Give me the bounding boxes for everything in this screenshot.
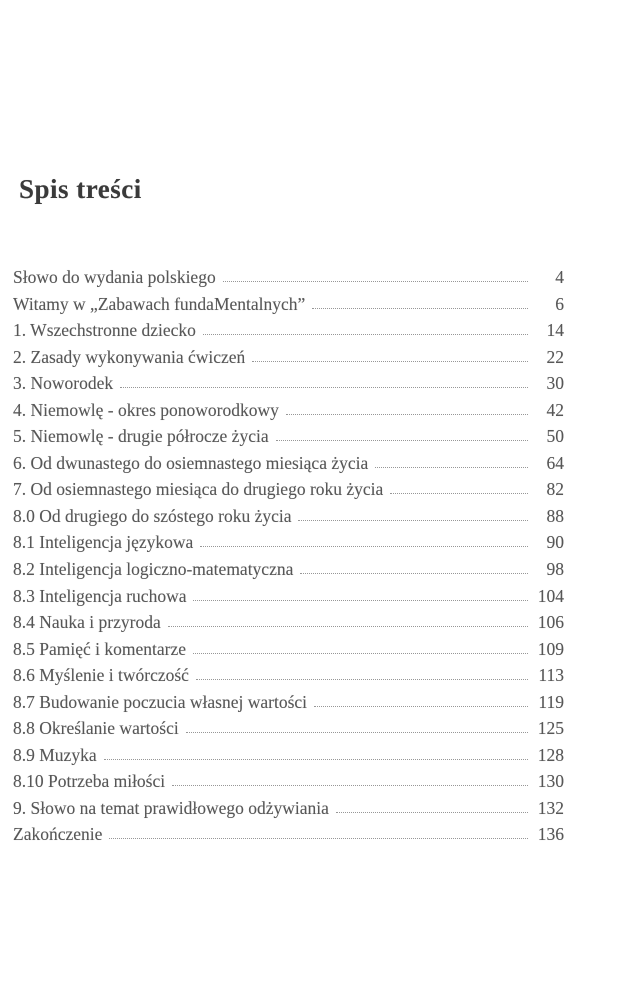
toc-entry — [13, 609, 564, 636]
toc-entry-label: 8.2 Inteligencja logiczno-matematyczna — [13, 559, 294, 580]
dotted-leader — [186, 732, 528, 733]
dotted-leader — [312, 308, 528, 309]
toc-entry — [13, 317, 564, 344]
toc-entry-page-number: 104 — [537, 585, 564, 606]
table-of-contents — [13, 264, 564, 848]
toc-entry — [13, 742, 564, 769]
toc-entry-page-number: 22 — [546, 346, 564, 367]
toc-entry-label: 7. Od osiemnastego miesiąca do drugiego roku życia — [13, 479, 384, 500]
toc-entry-label: 2. Zasady wykonywania ćwiczeń — [13, 346, 246, 367]
toc-entry-label: 8.7 Budowanie poczucia własnej wartości — [13, 691, 308, 712]
toc-entry-label: 4. Niemowlę - okres ponoworodkowy — [13, 399, 279, 420]
page-title: Spis treści — [19, 174, 142, 204]
dotted-leader — [286, 414, 528, 415]
toc-entry — [13, 768, 564, 795]
toc-entry — [13, 370, 564, 397]
toc-entry-page-number: 64 — [546, 452, 564, 473]
dotted-leader — [390, 493, 528, 494]
toc-entry — [13, 397, 564, 424]
toc-entry-label: 8.10 Potrzeba miłości — [13, 771, 166, 792]
toc-entry-label: 8.6 Myślenie i twórczość — [13, 665, 189, 686]
toc-entry-page-number: 113 — [538, 665, 564, 686]
dotted-leader — [193, 653, 528, 654]
dotted-leader — [252, 361, 528, 362]
toc-entry-page-number: 30 — [546, 373, 564, 394]
toc-entry — [13, 821, 564, 848]
dotted-leader — [109, 838, 528, 839]
toc-entry — [13, 795, 564, 822]
toc-entry-label: Słowo do wydania polskiego — [13, 267, 216, 287]
toc-entry-label: 3. Noworodek — [13, 373, 114, 394]
dotted-leader — [276, 440, 528, 441]
toc-entry-page-number: 90 — [546, 532, 564, 553]
dotted-leader — [314, 706, 528, 707]
toc-entry-page-number: 6 — [555, 293, 564, 314]
toc-entry-page-number: 106 — [537, 612, 564, 633]
toc-entry-page-number: 136 — [537, 824, 564, 845]
toc-entry — [13, 583, 564, 610]
toc-entry-page-number: 4 — [555, 267, 564, 287]
toc-entry — [13, 662, 564, 689]
toc-entry-label: 8.1 Inteligencja językowa — [13, 532, 194, 553]
toc-entry-label: 6. Od dwunastego do osiemnastego miesiąca życia — [13, 452, 369, 473]
toc-entry-page-number: 14 — [546, 320, 564, 341]
dotted-leader — [104, 759, 528, 760]
toc-entry-label: 9. Słowo na temat prawidłowego odżywiania — [13, 797, 329, 818]
toc-entry — [13, 715, 564, 742]
toc-entry-label: 8.4 Nauka i przyroda — [13, 612, 161, 633]
toc-entry-page-number: 109 — [537, 638, 564, 659]
toc-entry — [13, 689, 564, 716]
toc-entry-label: 8.9 Muzyka — [13, 744, 97, 765]
toc-entry-page-number: 50 — [546, 426, 564, 447]
toc-entry-label: Zakończenie — [13, 824, 103, 845]
toc-entry — [13, 529, 564, 556]
dotted-leader — [300, 573, 528, 574]
dotted-leader — [223, 281, 528, 282]
toc-entry-page-number: 125 — [537, 718, 564, 739]
toc-entry — [13, 291, 564, 318]
dotted-leader — [172, 785, 528, 786]
toc-entry-page-number: 42 — [546, 399, 564, 420]
toc-entry-page-number: 119 — [538, 691, 564, 712]
toc-entry — [13, 344, 564, 371]
dotted-leader — [168, 626, 528, 627]
dotted-leader — [200, 546, 528, 547]
toc-entry-label: 1. Wszechstronne dziecko — [13, 320, 196, 341]
toc-entry-label: Witamy w „Zabawach fundaMentalnych” — [13, 293, 306, 314]
toc-entry-page-number: 132 — [537, 797, 564, 818]
dotted-leader — [298, 520, 528, 521]
dotted-leader — [203, 334, 528, 335]
toc-entry — [13, 450, 564, 477]
dotted-leader — [196, 679, 528, 680]
toc-entry — [13, 503, 564, 530]
toc-entry-label: 8.0 Od drugiego do szóstego roku życia — [13, 505, 292, 526]
toc-entry — [13, 423, 564, 450]
toc-entry-label: 8.8 Określanie wartości — [13, 718, 179, 739]
toc-entry-label: 5. Niemowlę - drugie półrocze życia — [13, 426, 269, 447]
toc-entry — [13, 264, 564, 291]
toc-entry-page-number: 130 — [537, 771, 564, 792]
toc-entry — [13, 556, 564, 583]
dotted-leader — [120, 387, 528, 388]
dotted-leader — [193, 600, 528, 601]
toc-entry-page-number: 88 — [546, 505, 564, 526]
toc-entry-page-number: 128 — [537, 744, 564, 765]
toc-entry-page-number: 82 — [546, 479, 564, 500]
dotted-leader — [336, 812, 528, 813]
toc-entry-label: 8.3 Inteligencja ruchowa — [13, 585, 187, 606]
toc-entry — [13, 476, 564, 503]
toc-entry — [13, 636, 564, 663]
toc-entry-label: 8.5 Pamięć i komentarze — [13, 638, 186, 659]
dotted-leader — [375, 467, 528, 468]
toc-entry-page-number: 98 — [546, 559, 564, 580]
